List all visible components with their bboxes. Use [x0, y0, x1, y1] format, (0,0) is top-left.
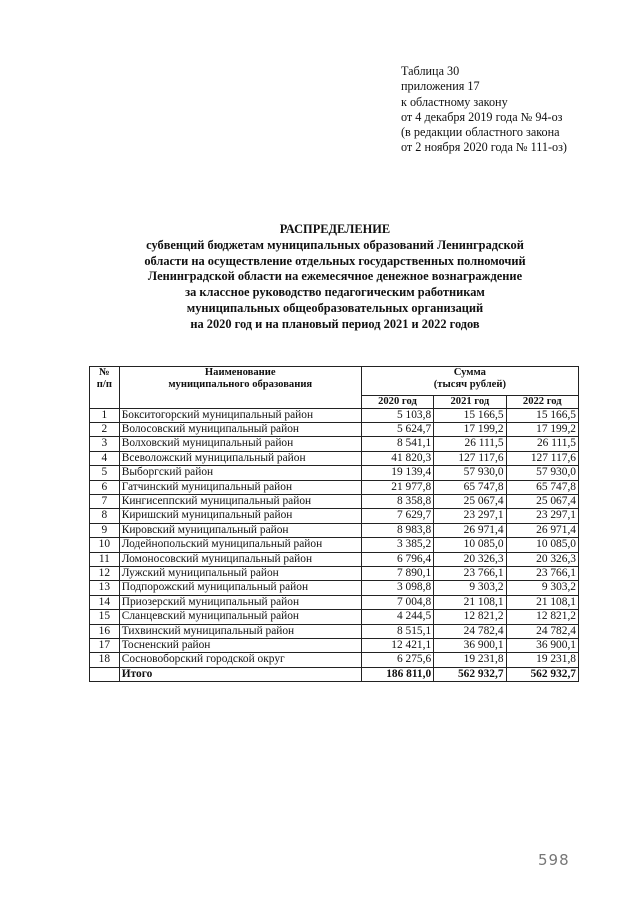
- row-value-2022: 10 085,0: [506, 538, 578, 552]
- row-value-2020: 7 890,1: [361, 566, 433, 580]
- row-value-2022: 65 747,8: [506, 480, 578, 494]
- row-municipality-name: Тихвинский муниципальный район: [119, 624, 361, 638]
- row-municipality-name: Приозерский муниципальный район: [119, 595, 361, 609]
- table-row: [90, 466, 579, 480]
- reference-line: от 2 ноября 2020 года № 111-оз): [401, 140, 567, 155]
- row-value-2022: 12 821,2: [506, 610, 578, 624]
- row-value-2020: 8 541,1: [361, 437, 433, 451]
- total-label: Итого: [119, 667, 361, 681]
- row-municipality-name: Ломоносовский муниципальный район: [119, 552, 361, 566]
- row-municipality-name: Всеволожский муниципальный район: [119, 451, 361, 465]
- total-number-cell: [90, 667, 120, 681]
- row-value-2021: 17 199,2: [434, 422, 506, 436]
- header-name-line2: муниципального образования: [168, 378, 313, 390]
- table-row: [90, 408, 579, 422]
- page-stamp: 598: [538, 851, 570, 869]
- row-number: 10: [90, 538, 120, 552]
- row-municipality-name: Сосновоборский городской округ: [119, 653, 361, 667]
- header-number-abbr: п/п: [96, 378, 112, 390]
- row-municipality-name: Волосовский муниципальный район: [119, 422, 361, 436]
- table-row: [90, 566, 579, 580]
- row-value-2022: 24 782,4: [506, 624, 578, 638]
- title-line: Ленинградской области на ежемесячное денежное вознаграждение: [147, 269, 523, 284]
- row-value-2021: 36 900,1: [434, 639, 506, 653]
- row-number: 7: [90, 494, 120, 508]
- header-year-2020: 2020 год: [361, 396, 433, 409]
- row-number: 18: [90, 653, 120, 667]
- row-value-2020: 7 629,7: [361, 509, 433, 523]
- document-reference-note: [401, 64, 631, 156]
- row-municipality-name: Волховский муниципальный район: [119, 437, 361, 451]
- row-value-2020: 4 244,5: [361, 610, 433, 624]
- row-number: 17: [90, 639, 120, 653]
- row-value-2022: 26 111,5: [506, 437, 578, 451]
- row-value-2022: 36 900,1: [506, 639, 578, 653]
- row-municipality-name: Тосненский район: [119, 639, 361, 653]
- row-municipality-name: Бокситогорский муниципальный район: [119, 408, 361, 422]
- row-value-2021: 25 067,4: [434, 494, 506, 508]
- table-header-row: [90, 367, 579, 396]
- row-number: 6: [90, 480, 120, 494]
- table-row: [90, 538, 579, 552]
- reference-line: (в редакции областного закона: [401, 125, 560, 140]
- header-year-2021: 2021 год: [434, 396, 506, 409]
- row-value-2020: 5 103,8: [361, 408, 433, 422]
- table-row: [90, 422, 579, 436]
- row-number: 12: [90, 566, 120, 580]
- distribution-table: [89, 366, 579, 682]
- row-value-2022: 17 199,2: [506, 422, 578, 436]
- row-value-2021: 9 303,2: [434, 581, 506, 595]
- reference-line: от 4 декабря 2019 года № 94-оз: [401, 109, 563, 124]
- table-row: [90, 523, 579, 537]
- reference-line: приложения 17: [401, 79, 480, 94]
- row-value-2020: 8 983,8: [361, 523, 433, 537]
- row-value-2021: 20 326,3: [434, 552, 506, 566]
- row-value-2022: 21 108,1: [506, 595, 578, 609]
- row-value-2021: 12 821,2: [434, 610, 506, 624]
- table-row: [90, 610, 579, 624]
- row-number: 13: [90, 581, 120, 595]
- row-value-2021: 19 231,8: [434, 653, 506, 667]
- table-row: [90, 437, 579, 451]
- row-number: 1: [90, 408, 120, 422]
- row-value-2020: 6 275,6: [361, 653, 433, 667]
- row-value-2020: 12 421,1: [361, 639, 433, 653]
- row-value-2020: 41 820,3: [361, 451, 433, 465]
- row-value-2021: 57 930,0: [434, 466, 506, 480]
- row-value-2021: 15 166,5: [434, 408, 506, 422]
- row-number: 5: [90, 466, 120, 480]
- row-municipality-name: Сланцевский муниципальный район: [119, 610, 361, 624]
- total-2020: 186 811,0: [361, 667, 433, 681]
- row-municipality-name: Лодейнопольский муниципальный район: [119, 538, 361, 552]
- table-row: [90, 624, 579, 638]
- document-title: [100, 222, 570, 333]
- row-value-2021: 23 297,1: [434, 509, 506, 523]
- row-value-2020: 7 004,8: [361, 595, 433, 609]
- row-municipality-name: Лужский муниципальный район: [119, 566, 361, 580]
- row-value-2021: 10 085,0: [434, 538, 506, 552]
- row-value-2022: 15 166,5: [506, 408, 578, 422]
- total-row: [90, 667, 579, 681]
- row-value-2020: 19 139,4: [361, 466, 433, 480]
- row-value-2021: 26 971,4: [434, 523, 506, 537]
- row-municipality-name: Киришский муниципальный район: [119, 509, 361, 523]
- header-sum-line1: Сумма: [453, 367, 486, 378]
- row-value-2021: 127 117,6: [434, 451, 506, 465]
- reference-line: к областному закону: [401, 94, 508, 109]
- row-value-2022: 23 766,1: [506, 566, 578, 580]
- row-value-2022: 23 297,1: [506, 509, 578, 523]
- row-value-2020: 5 624,7: [361, 422, 433, 436]
- table-row: [90, 451, 579, 465]
- row-number: 4: [90, 451, 120, 465]
- row-value-2021: 65 747,8: [434, 480, 506, 494]
- header-sum-line2: (тысяч рублей): [433, 378, 507, 390]
- header-name: [119, 367, 361, 409]
- row-number: 15: [90, 610, 120, 624]
- row-municipality-name: Подпорожский муниципальный район: [119, 581, 361, 595]
- title-line: муниципальных общеобразовательных организаций: [186, 300, 484, 315]
- header-name-line1: Наименование: [204, 367, 276, 378]
- row-number: 3: [90, 437, 120, 451]
- row-number: 11: [90, 552, 120, 566]
- table-row: [90, 581, 579, 595]
- header-sum: [361, 367, 578, 396]
- header-number-symbol: №: [99, 367, 110, 378]
- total-2021: 562 932,7: [434, 667, 506, 681]
- row-number: 16: [90, 624, 120, 638]
- row-value-2020: 8 515,1: [361, 624, 433, 638]
- table-row: [90, 595, 579, 609]
- header-number: [90, 367, 120, 409]
- row-value-2020: 6 796,4: [361, 552, 433, 566]
- row-value-2021: 21 108,1: [434, 595, 506, 609]
- row-value-2022: 9 303,2: [506, 581, 578, 595]
- table-row: [90, 509, 579, 523]
- row-value-2021: 26 111,5: [434, 437, 506, 451]
- row-number: 8: [90, 509, 120, 523]
- table-row: [90, 653, 579, 667]
- row-value-2020: 8 358,8: [361, 494, 433, 508]
- table-body: [90, 408, 579, 667]
- row-municipality-name: Кингисеппский муниципальный район: [119, 494, 361, 508]
- row-value-2021: 24 782,4: [434, 624, 506, 638]
- row-number: 14: [90, 595, 120, 609]
- table-row: [90, 494, 579, 508]
- total-2022: 562 932,7: [506, 667, 578, 681]
- row-value-2021: 23 766,1: [434, 566, 506, 580]
- title-line: области на осуществление отдельных государственных полномочий: [144, 253, 526, 268]
- table-row: [90, 480, 579, 494]
- table-row: [90, 552, 579, 566]
- title-line: РАСПРЕДЕЛЕНИЕ: [279, 222, 391, 236]
- row-municipality-name: Кировский муниципальный район: [119, 523, 361, 537]
- row-value-2022: 26 971,4: [506, 523, 578, 537]
- row-value-2022: 19 231,8: [506, 653, 578, 667]
- row-municipality-name: Выборгский район: [119, 466, 361, 480]
- row-number: 2: [90, 422, 120, 436]
- reference-line: Таблица 30: [401, 64, 460, 78]
- title-line: за классное руководство педагогическим работникам: [185, 285, 485, 300]
- row-value-2022: 127 117,6: [506, 451, 578, 465]
- table-row: [90, 639, 579, 653]
- row-value-2020: 3 385,2: [361, 538, 433, 552]
- title-line: субвенций бюджетам муниципальных образований Ленинградской: [146, 237, 524, 252]
- row-value-2022: 25 067,4: [506, 494, 578, 508]
- row-value-2022: 57 930,0: [506, 466, 578, 480]
- row-value-2022: 20 326,3: [506, 552, 578, 566]
- title-line: на 2020 год и на плановый период 2021 и 2022 годов: [190, 316, 480, 331]
- row-value-2020: 3 098,8: [361, 581, 433, 595]
- row-number: 9: [90, 523, 120, 537]
- header-year-2022: 2022 год: [506, 396, 578, 409]
- row-municipality-name: Гатчинский муниципальный район: [119, 480, 361, 494]
- row-value-2020: 21 977,8: [361, 480, 433, 494]
